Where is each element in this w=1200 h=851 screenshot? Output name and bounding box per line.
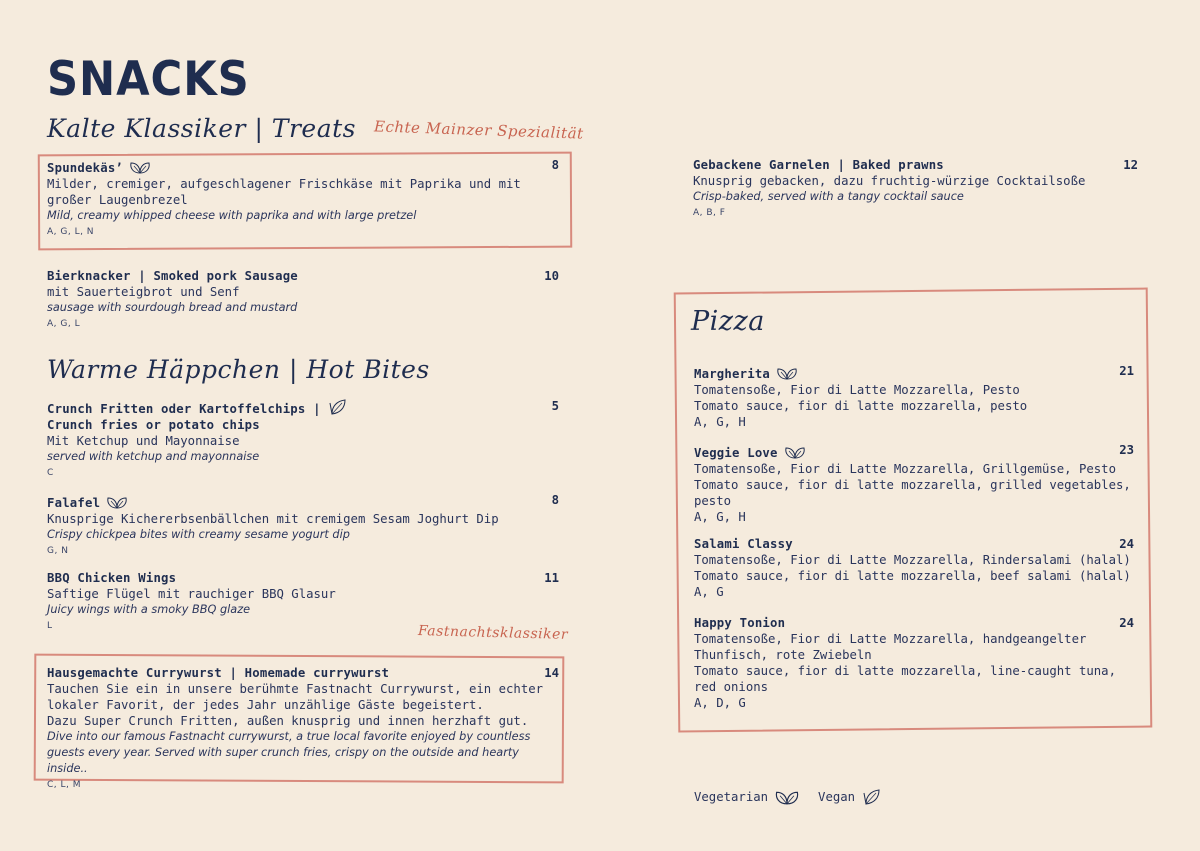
menu-item-happy-tonion — [694, 615, 1134, 711]
section-tag-cold: Echte Mainzer Spezialität — [373, 117, 584, 143]
item-price: 24 — [1119, 537, 1134, 551]
vegetarian-icon — [106, 496, 128, 509]
item-price: 24 — [1119, 616, 1134, 630]
item-name: Spundekäs’ — [47, 161, 124, 175]
item-description-en: Tomato sauce, fior di latte mozzarella, beef salami (halal) — [694, 569, 1131, 583]
item-allergens: A, G, H — [694, 510, 746, 524]
item-allergens: C — [47, 468, 54, 478]
item-description-de: Tomatensoße, Fior di Latte Mozzarella, Pesto — [694, 383, 1020, 397]
item-description-de: Knusprige Kichererbsenbällchen mit cremigem Sesam Joghurt Dip — [47, 512, 499, 526]
menu-item-garnelen — [693, 157, 1138, 221]
item-description-en: Juicy wings with a smoky BBQ glaze — [47, 603, 251, 616]
item-description-en: Tomato sauce, fior di latte mozzarella, grilled vegetables, pesto — [694, 478, 1131, 508]
legend-vegan-label: Vegan — [818, 790, 856, 804]
item-description-en: Crisp-baked, served with a tangy cocktail sauce — [693, 190, 964, 203]
item-description-de: Mit Ketchup und Mayonnaise — [47, 434, 240, 448]
menu-item-salami-classy — [694, 536, 1134, 600]
vegetarian-icon — [784, 446, 806, 459]
vegetarian-icon — [774, 790, 800, 805]
item-allergens: L — [47, 621, 53, 631]
item-description-de: Tomatensoße, Fior di Latte Mozzarella, Grillgemüse, Pesto — [694, 462, 1116, 476]
menu-item-spundekaes — [47, 157, 567, 240]
item-price: 8 — [551, 493, 559, 507]
item-allergens: A, G — [694, 585, 724, 599]
menu-item-fritten — [47, 398, 559, 481]
item-description-en: Mild, creamy whipped cheese with paprika and with large pretzel — [47, 209, 417, 222]
item-description-en: sausage with sourdough bread and mustard — [47, 301, 298, 314]
item-description-de-2: Dazu Super Crunch Fritten, außen knusprig und innen herzhaft gut. — [47, 714, 529, 728]
item-allergens: A, G, L — [47, 319, 81, 329]
item-description-de: Saftige Flügel mit rauchiger BBQ Glasur — [47, 587, 336, 601]
item-description-en: Dive into our famous Fastnacht currywurst, a true local favorite enjoyed by countless guests every year. Served with super crunch fries, crispy on the outside and hearty inside.. — [47, 730, 531, 775]
item-name: Veggie Love — [694, 446, 778, 460]
menu-item-falafel — [47, 492, 559, 559]
item-name: Margherita — [694, 367, 771, 381]
item-price: 23 — [1119, 443, 1134, 457]
item-allergens: A, B, F — [693, 208, 726, 218]
item-name: Gebackene Garnelen | Baked prawns — [693, 158, 944, 172]
item-allergens: C, L, M — [47, 780, 82, 790]
legend-vegetarian-label: Vegetarian — [694, 790, 769, 804]
menu-item-margherita — [694, 363, 1134, 430]
item-name: Falafel — [47, 496, 101, 510]
item-name: BBQ Chicken Wings — [47, 571, 177, 585]
item-description-de: Tomatensoße, Fior di Latte Mozzarella, handgeangelter Thunfisch, rote Zwiebeln — [694, 632, 1087, 662]
item-allergens: A, G, H — [694, 415, 746, 429]
vegan-icon — [861, 788, 883, 806]
menu-item-currywurst — [47, 665, 559, 793]
item-description-en: Tomato sauce, fior di latte mozzarella, line-caught tuna, red onions — [694, 664, 1116, 694]
item-name: Crunch Fritten oder Kartoffelchips | — [47, 402, 321, 416]
item-description-en: Tomato sauce, fior di latte mozzarella, pesto — [694, 399, 1028, 413]
item-price: 8 — [551, 158, 559, 172]
section-heading-cold: Kalte Klassiker | Treats — [47, 114, 357, 143]
menu-item-bierknacker — [47, 268, 559, 332]
section-tag-hot: Fastnachtsklassiker — [417, 623, 569, 643]
vegan-icon — [327, 399, 349, 415]
item-name: Hausgemachte Currywurst | Homemade currywurst — [47, 666, 390, 680]
item-description-de: mit Sauerteigbrot und Senf — [47, 285, 240, 299]
item-price: 14 — [544, 666, 559, 680]
item-allergens: A, D, G — [694, 696, 746, 710]
item-name-second-line: Crunch fries or potato chips — [47, 418, 260, 432]
section-heading-pizza: Pizza — [691, 306, 765, 337]
item-price: 12 — [1123, 158, 1138, 172]
item-name: Happy Tonion — [694, 616, 786, 630]
item-description-en: Crispy chickpea bites with creamy sesame yogurt dip — [47, 528, 350, 541]
item-description-de: Milder, cremiger, aufgeschlagener Frischkäse mit Paprika und mit großer Laugenbrezel — [47, 177, 521, 207]
item-description-en: served with ketchup and mayonnaise — [47, 450, 260, 463]
page-title: SNACKS — [47, 52, 250, 107]
item-price: 21 — [1119, 364, 1134, 378]
item-description-de: Tomatensoße, Fior di Latte Mozzarella, Rindersalami (halal) — [694, 553, 1131, 567]
diet-legend — [694, 788, 883, 806]
item-allergens: G, N — [47, 546, 69, 556]
item-allergens: A, G, L, N — [47, 227, 95, 237]
item-name: Bierknacker | Smoked pork Sausage — [47, 269, 298, 283]
item-name: Salami Classy — [694, 537, 793, 551]
item-price: 11 — [544, 571, 559, 585]
menu-item-veggie-love — [694, 442, 1134, 525]
item-price: 10 — [544, 269, 559, 283]
item-description-de: Tauchen Sie ein in unsere berühmte Fastnacht Currywurst, ein echter lokaler Favorit, der jedes Jahr unzählige Gäste begeistert. — [47, 682, 544, 712]
section-heading-hot: Warme Häppchen | Hot Bites — [47, 355, 430, 384]
item-description-de: Knusprig gebacken, dazu fruchtig-würzige Cocktailsoße — [693, 174, 1086, 188]
item-price: 5 — [551, 399, 559, 413]
vegetarian-icon — [129, 161, 151, 174]
vegetarian-icon — [776, 367, 798, 380]
